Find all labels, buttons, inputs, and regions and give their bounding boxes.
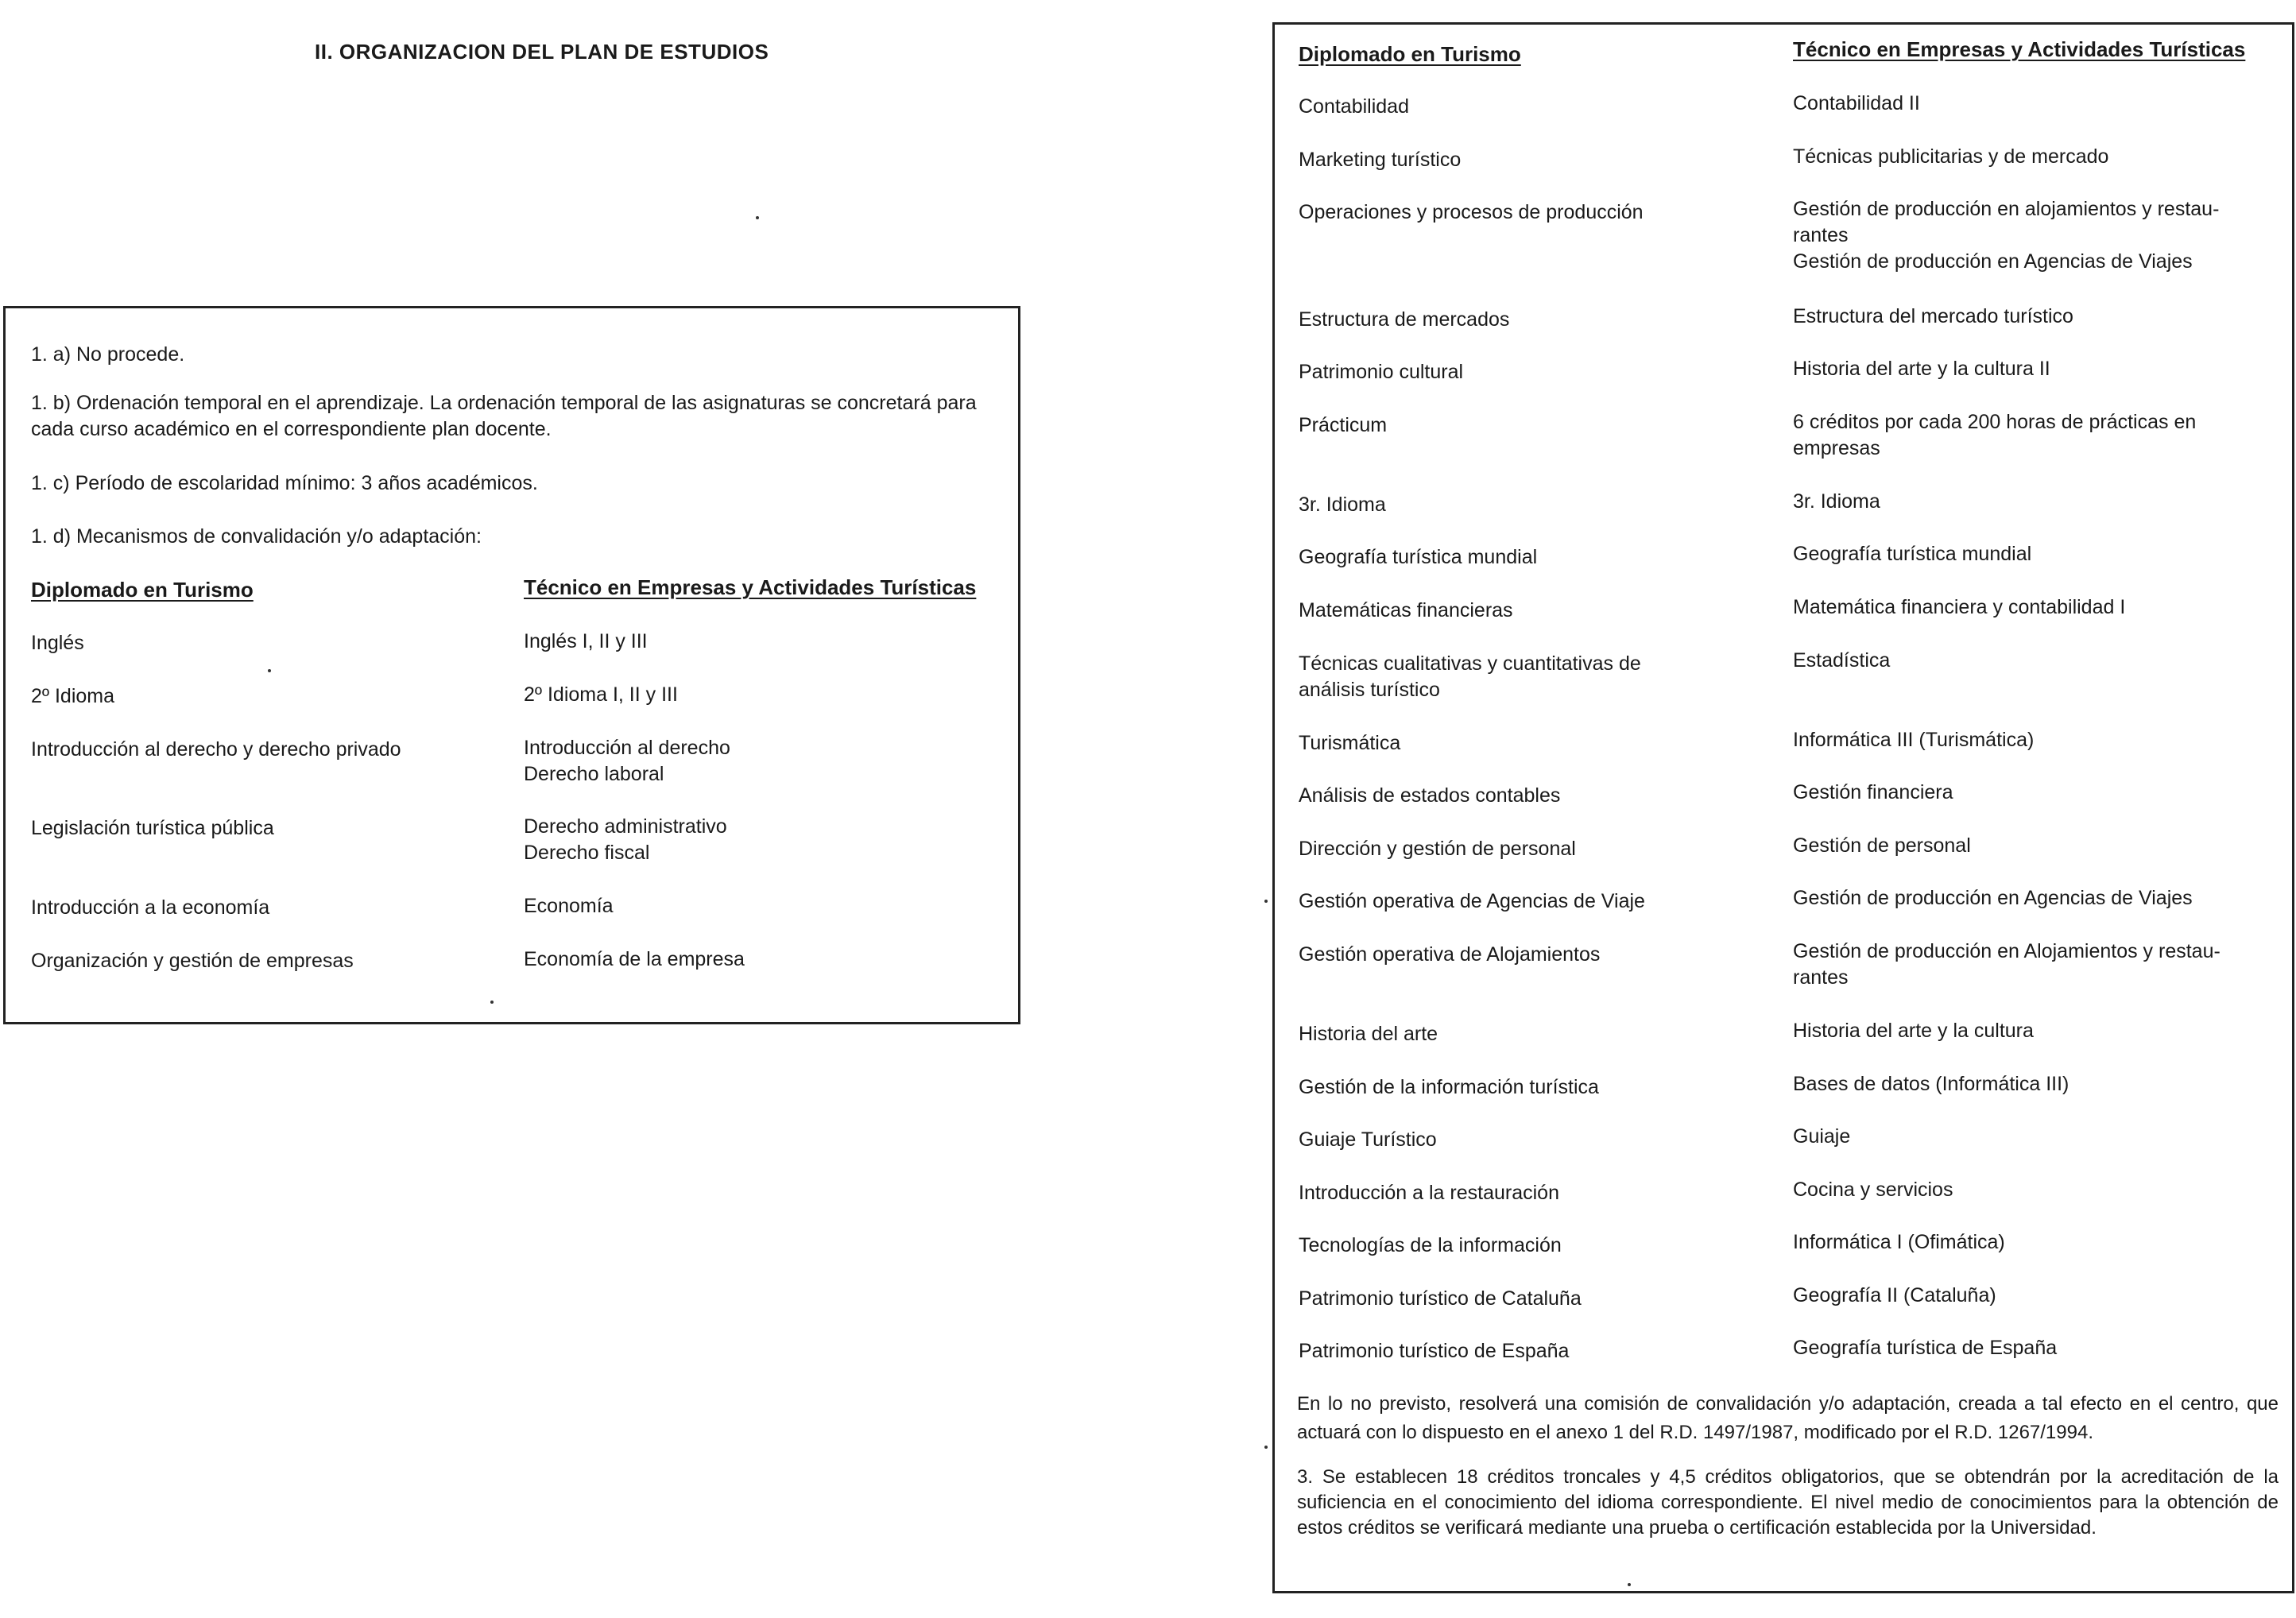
right-cell-tecnico: Guiaje	[1793, 1125, 1851, 1148]
scan-speck	[1264, 900, 1268, 903]
right-cell-tecnico: 3r. Idioma	[1793, 490, 1880, 513]
left-section-box	[3, 306, 1020, 1024]
right-cell-tecnico: Informática III (Turismática)	[1793, 729, 2035, 751]
right-cell-diplomado: Estructura de mercados	[1299, 308, 1510, 331]
paragraph-3: 3. Se establecen 18 créditos troncales y 4,5 créditos obligatorios, que se obtendrán por la acreditación de la suficiencia en el conocimiento del idioma correspondiente. El nivel medio de conocimientos para la obtención de estos créditos se verificará mediante una prueba o certificación establecida por la Universidad.	[1297, 1466, 2279, 1539]
paragraph-1d: 1. d) Mecanismos de convalidación y/o adaptación:	[31, 525, 482, 548]
right-cell-diplomado: Operaciones y procesos de producción	[1299, 201, 1644, 223]
right-cell-tecnico: Geografía turística de España	[1793, 1337, 2058, 1359]
right-cell-tecnico: Técnicas publicitarias y de mercado	[1793, 145, 2109, 168]
right-cell-tecnico: Gestión de personal	[1793, 834, 1971, 857]
right-cell-diplomado: Gestión de la información turística	[1299, 1076, 1599, 1098]
right-header-diplomado: Diplomado en Turismo	[1299, 42, 1521, 66]
right-cell-tecnico: Cocina y servicios	[1793, 1179, 1953, 1201]
right-cell-tecnico: Estadística	[1793, 649, 1891, 672]
left-cell-tecnico: Economía de la empresa	[524, 948, 745, 970]
page-title: II. ORGANIZACION DEL PLAN DE ESTUDIOS	[315, 40, 769, 64]
right-section-box	[1272, 22, 2294, 1593]
right-cell-tecnico: Gestión financiera	[1793, 781, 1953, 803]
left-header-diplomado: Diplomado en Turismo	[31, 578, 254, 602]
right-cell-tecnico: Geografía II (Cataluña)	[1793, 1284, 1996, 1306]
left-cell-diplomado: Legislación turística pública	[31, 817, 274, 839]
left-cell-tecnico: Economía	[524, 895, 614, 917]
right-cell-tecnico: Bases de datos (Informática III)	[1793, 1073, 2069, 1095]
right-cell-diplomado: Tecnologías de la información	[1299, 1234, 1562, 1256]
paragraph-1b: 1. b) Ordenación temporal en el aprendizaje. La ordenación temporal de las asignaturas se concretará para cada curso académico en el correspondiente plan docente.	[31, 392, 977, 440]
right-cell-diplomado: Geografía turística mundial	[1299, 546, 1538, 568]
right-cell-diplomado: Dirección y gestión de personal	[1299, 838, 1576, 860]
right-cell-diplomado: Gestión operativa de Agencias de Viaje	[1299, 890, 1645, 912]
right-cell-tecnico: Gestión de producción en Agencias de Viajes	[1793, 887, 2193, 909]
right-cell-tecnico: Geografía turística mundial	[1793, 543, 2032, 565]
right-cell-tecnico: Matemática financiera y contabilidad I	[1793, 596, 2126, 618]
right-cell-tecnico: Gestión de producción en alojamientos y restau- rantes Gestión de producción en Agencias de Viajes	[1793, 198, 2220, 273]
right-cell-diplomado: Patrimonio cultural	[1299, 361, 1464, 383]
right-cell-diplomado: 3r. Idioma	[1299, 494, 1386, 516]
scan-speck	[1264, 1446, 1268, 1449]
right-cell-tecnico: Historia del arte y la cultura	[1793, 1020, 2034, 1042]
paragraph-1c: 1. c) Período de escolaridad mínimo: 3 años académicos.	[31, 472, 538, 494]
right-cell-diplomado: Introducción a la restauración	[1299, 1182, 1559, 1204]
left-cell-diplomado: Inglés	[31, 632, 84, 654]
right-cell-tecnico: Historia del arte y la cultura II	[1793, 358, 2050, 380]
left-cell-tecnico: Inglés I, II y III	[524, 630, 648, 652]
right-cell-diplomado: Patrimonio turístico de España	[1299, 1340, 1570, 1362]
right-cell-diplomado: Matemáticas financieras	[1299, 599, 1513, 621]
right-cell-diplomado: Marketing turístico	[1299, 149, 1462, 171]
left-cell-diplomado: Organización y gestión de empresas	[31, 950, 354, 972]
scan-speck	[1628, 1583, 1631, 1586]
scan-speck	[268, 669, 271, 672]
scan-speck	[756, 216, 759, 219]
right-cell-diplomado: Historia del arte	[1299, 1023, 1438, 1045]
right-cell-diplomado: Turismática	[1299, 732, 1401, 754]
left-header-tecnico: Técnico en Empresas y Actividades Turísticas	[524, 575, 977, 599]
left-cell-diplomado: Introducción al derecho y derecho privado	[31, 738, 401, 761]
right-cell-tecnico: Estructura del mercado turístico	[1793, 305, 2073, 327]
left-cell-diplomado: Introducción a la economía	[31, 896, 270, 919]
left-cell-diplomado: 2º Idioma	[31, 685, 115, 707]
right-cell-diplomado: Análisis de estados contables	[1299, 784, 1561, 807]
right-header-tecnico: Técnico en Empresas y Actividades Turísticas	[1793, 37, 2246, 61]
right-cell-diplomado: Técnicas cualitativas y cuantitativas de análisis turístico	[1299, 652, 1641, 701]
right-cell-tecnico: Informática I (Ofimática)	[1793, 1231, 2005, 1253]
convalidation-note: En lo no previsto, resolverá una comisión de convalidación y/o adaptación, creada a tal efecto en el centro, que actuará con lo dispuesto en el anexo 1 del R.D. 1497/1987, modificado por el R.D. 1267/1994.	[1297, 1393, 2279, 1443]
right-cell-diplomado: Contabilidad	[1299, 95, 1409, 118]
left-cell-tecnico: Introducción al derecho Derecho laboral	[524, 737, 730, 785]
scan-speck	[490, 1001, 494, 1004]
right-cell-diplomado: Gestión operativa de Alojamientos	[1299, 943, 1601, 966]
left-cell-tecnico: Derecho administrativo Derecho fiscal	[524, 815, 727, 864]
right-cell-tecnico: 6 créditos por cada 200 horas de prácticas en empresas	[1793, 411, 2197, 459]
paragraph-1a: 1. a) No procede.	[31, 343, 185, 366]
right-cell-tecnico: Contabilidad II	[1793, 92, 1920, 114]
right-cell-diplomado: Guiaje Turístico	[1299, 1128, 1437, 1151]
right-cell-diplomado: Prácticum	[1299, 414, 1388, 436]
right-cell-tecnico: Gestión de producción en Alojamientos y restau- rantes	[1793, 940, 2220, 989]
left-cell-tecnico: 2º Idioma I, II y III	[524, 683, 678, 706]
right-cell-diplomado: Patrimonio turístico de Cataluña	[1299, 1287, 1582, 1310]
